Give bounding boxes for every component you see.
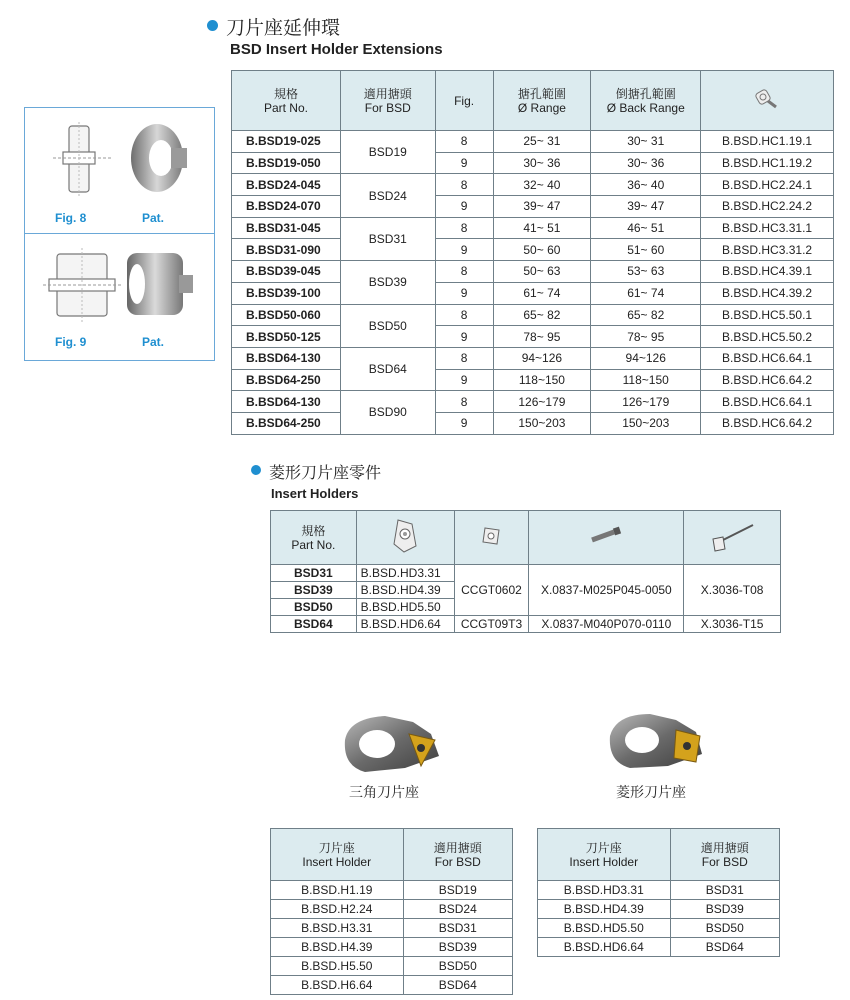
fig-cell: 8 bbox=[435, 391, 493, 413]
table-row bbox=[232, 174, 834, 196]
fig-cell: 8 bbox=[435, 347, 493, 369]
holder-cell: B.BSD.H5.50 bbox=[271, 957, 404, 976]
header-range: 搪孔範圍 Ø Range bbox=[493, 71, 591, 131]
section1-title-en: BSD Insert Holder Extensions bbox=[230, 41, 443, 58]
table-row bbox=[232, 347, 834, 369]
table-row bbox=[232, 412, 834, 434]
table-row bbox=[538, 919, 780, 938]
fig9-section-drawing bbox=[43, 246, 123, 326]
holder-cell: B.BSD.HD6.64 bbox=[538, 938, 671, 957]
t2-holder-bsd39: B.BSD.HD4.39 bbox=[356, 582, 454, 599]
fig-cell: 9 bbox=[435, 412, 493, 434]
for-bsd-cell: BSD19 bbox=[340, 131, 435, 174]
table-row bbox=[232, 282, 834, 304]
t3-header-holder: 刀片座 Insert Holder bbox=[271, 829, 404, 881]
t2-part-bsd64: BSD64 bbox=[271, 616, 357, 633]
triangular-holder-photo bbox=[335, 710, 450, 780]
back-range-cell: 39~ 47 bbox=[591, 196, 701, 218]
table-row bbox=[271, 938, 513, 957]
part-no-cell: B.BSD39-045 bbox=[232, 261, 341, 283]
t2-header-insert bbox=[454, 511, 529, 565]
figure-divider bbox=[25, 233, 214, 234]
fig9-pat-label: Pat. bbox=[142, 335, 165, 349]
back-range-cell: 30~ 36 bbox=[591, 152, 701, 174]
holder-cell: B.BSD.H2.24 bbox=[271, 900, 404, 919]
wrench-icon bbox=[707, 519, 757, 553]
screw-cell: B.BSD.HC2.24.2 bbox=[701, 196, 834, 218]
part-no-cell: B.BSD50-125 bbox=[232, 326, 341, 348]
part-no-cell: B.BSD24-045 bbox=[232, 174, 341, 196]
table-row bbox=[232, 304, 834, 326]
bsd-cell: BSD39 bbox=[403, 938, 513, 957]
t2-insert-b: CCGT09T3 bbox=[454, 616, 529, 633]
table-row bbox=[232, 152, 834, 174]
t2-holder-bsd64: B.BSD.HD6.64 bbox=[356, 616, 454, 633]
back-range-cell: 78~ 95 bbox=[591, 326, 701, 348]
table-row bbox=[271, 976, 513, 995]
range-cell: 50~ 60 bbox=[493, 239, 591, 261]
bullet-icon bbox=[207, 20, 218, 31]
back-range-cell: 53~ 63 bbox=[591, 261, 701, 283]
fig-cell: 9 bbox=[435, 239, 493, 261]
t2-key-b: X.3036-T15 bbox=[684, 616, 781, 633]
fig-cell: 8 bbox=[435, 304, 493, 326]
part-no-cell: B.BSD64-250 bbox=[232, 412, 341, 434]
fig8-section-drawing bbox=[53, 122, 113, 202]
table-row bbox=[538, 900, 780, 919]
t2-key-a: X.3036-T08 bbox=[684, 565, 781, 616]
holder-cell: B.BSD.H1.19 bbox=[271, 881, 404, 900]
t2-header-part-no: 規格 Part No. bbox=[271, 511, 357, 565]
triangular-holder-caption: 三角刀片座 bbox=[349, 784, 419, 800]
table-row bbox=[232, 261, 834, 283]
holder-cell: B.BSD.H3.31 bbox=[271, 919, 404, 938]
bsd-cell: BSD64 bbox=[403, 976, 513, 995]
fig8-pat-label: Pat. bbox=[142, 211, 165, 225]
t4-header-holder: 刀片座 Insert Holder bbox=[538, 829, 671, 881]
part-no-cell: B.BSD24-070 bbox=[232, 196, 341, 218]
screw-icon bbox=[754, 88, 780, 110]
screw-cell: B.BSD.HC1.19.1 bbox=[701, 131, 834, 153]
screw-cell: B.BSD.HC6.64.2 bbox=[701, 412, 834, 434]
holder-cell: B.BSD.HD5.50 bbox=[538, 919, 671, 938]
back-range-cell: 46~ 51 bbox=[591, 217, 701, 239]
t2-insert-a: CCGT0602 bbox=[454, 565, 529, 616]
section2-title-zh: 菱形刀片座零件 bbox=[269, 465, 382, 482]
bsd-cell: BSD31 bbox=[670, 881, 779, 900]
fig-cell: 8 bbox=[435, 261, 493, 283]
header-fig: Fig. bbox=[435, 71, 493, 131]
fig8-label: Fig. 8 bbox=[55, 211, 87, 225]
rhombic-holder-table bbox=[537, 828, 780, 957]
back-range-cell: 150~203 bbox=[591, 412, 701, 434]
screw-cell: B.BSD.HC6.64.1 bbox=[701, 391, 834, 413]
range-cell: 32~ 40 bbox=[493, 174, 591, 196]
bsd-cell: BSD39 bbox=[670, 900, 779, 919]
t2-header-holder bbox=[356, 511, 454, 565]
range-cell: 25~ 31 bbox=[493, 131, 591, 153]
back-range-cell: 36~ 40 bbox=[591, 174, 701, 196]
for-bsd-cell: BSD64 bbox=[340, 347, 435, 390]
t2-part-bsd50: BSD50 bbox=[271, 599, 357, 616]
part-no-cell: B.BSD31-090 bbox=[232, 239, 341, 261]
back-range-cell: 51~ 60 bbox=[591, 239, 701, 261]
screw-cell: B.BSD.HC6.64.2 bbox=[701, 369, 834, 391]
rhombic-holder-caption: 菱形刀片座 bbox=[616, 784, 686, 800]
screw-cell: B.BSD.HC4.39.2 bbox=[701, 282, 834, 304]
table-row bbox=[232, 131, 834, 153]
header-screw bbox=[701, 71, 834, 131]
screw-icon bbox=[588, 526, 624, 546]
screw-cell: B.BSD.HC3.31.1 bbox=[701, 217, 834, 239]
back-range-cell: 94~126 bbox=[591, 347, 701, 369]
table-row bbox=[271, 957, 513, 976]
range-cell: 118~150 bbox=[493, 369, 591, 391]
figure-panel bbox=[24, 107, 215, 361]
t2-holder-bsd31: B.BSD.HD3.31 bbox=[356, 565, 454, 582]
holder-cell: B.BSD.HD3.31 bbox=[538, 881, 671, 900]
bsd-cell: BSD64 bbox=[670, 938, 779, 957]
back-range-cell: 126~179 bbox=[591, 391, 701, 413]
triangular-holder-table bbox=[270, 828, 513, 995]
part-no-cell: B.BSD50-060 bbox=[232, 304, 341, 326]
part-no-cell: B.BSD19-025 bbox=[232, 131, 341, 153]
fig-cell: 9 bbox=[435, 196, 493, 218]
table-row bbox=[271, 900, 513, 919]
back-range-cell: 65~ 82 bbox=[591, 304, 701, 326]
header-for-bsd: 適用搪頭 For BSD bbox=[340, 71, 435, 131]
table-row bbox=[232, 217, 834, 239]
holder-cell: B.BSD.HD4.39 bbox=[538, 900, 671, 919]
bsd-cell: BSD50 bbox=[670, 919, 779, 938]
bsd-cell: BSD31 bbox=[403, 919, 513, 938]
bullet-icon bbox=[251, 465, 261, 475]
range-cell: 41~ 51 bbox=[493, 217, 591, 239]
table-row bbox=[232, 369, 834, 391]
fig9-label: Fig. 9 bbox=[55, 335, 87, 349]
insert-holder-parts-table bbox=[270, 510, 781, 633]
range-cell: 61~ 74 bbox=[493, 282, 591, 304]
section1-title-zh: 刀片座延伸環 bbox=[226, 18, 341, 39]
t2-header-screw bbox=[529, 511, 684, 565]
t2-holder-bsd50: B.BSD.HD5.50 bbox=[356, 599, 454, 616]
range-cell: 78~ 95 bbox=[493, 326, 591, 348]
holder-cell: B.BSD.H6.64 bbox=[271, 976, 404, 995]
table-row bbox=[232, 391, 834, 413]
range-cell: 126~179 bbox=[493, 391, 591, 413]
range-cell: 150~203 bbox=[493, 412, 591, 434]
screw-cell: B.BSD.HC5.50.2 bbox=[701, 326, 834, 348]
part-no-cell: B.BSD64-130 bbox=[232, 347, 341, 369]
table-row bbox=[538, 938, 780, 957]
range-cell: 39~ 47 bbox=[493, 196, 591, 218]
fig8-part-photo bbox=[127, 118, 197, 198]
rhombic-holder-photo bbox=[602, 708, 712, 778]
fig-cell: 9 bbox=[435, 152, 493, 174]
t2-header-key bbox=[684, 511, 781, 565]
section2-title-en: Insert Holders bbox=[271, 486, 359, 501]
fig-cell: 8 bbox=[435, 217, 493, 239]
t2-part-bsd39: BSD39 bbox=[271, 582, 357, 599]
bsd-cell: BSD19 bbox=[403, 881, 513, 900]
insert-holder-icon bbox=[390, 518, 420, 554]
table-row bbox=[232, 326, 834, 348]
for-bsd-cell: BSD24 bbox=[340, 174, 435, 217]
table-row bbox=[232, 196, 834, 218]
range-cell: 65~ 82 bbox=[493, 304, 591, 326]
range-cell: 50~ 63 bbox=[493, 261, 591, 283]
header-part-no: 規格 Part No. bbox=[232, 71, 341, 131]
t2-part-bsd31: BSD31 bbox=[271, 565, 357, 582]
table-row bbox=[271, 881, 513, 900]
screw-cell: B.BSD.HC4.39.1 bbox=[701, 261, 834, 283]
fig-cell: 9 bbox=[435, 282, 493, 304]
t2-screw-b: X.0837-M040P070-0110 bbox=[529, 616, 684, 633]
part-no-cell: B.BSD39-100 bbox=[232, 282, 341, 304]
t4-header-bsd: 適用搪頭 For BSD bbox=[670, 829, 779, 881]
part-no-cell: B.BSD31-045 bbox=[232, 217, 341, 239]
range-cell: 30~ 36 bbox=[493, 152, 591, 174]
range-cell: 94~126 bbox=[493, 347, 591, 369]
part-no-cell: B.BSD19-050 bbox=[232, 152, 341, 174]
fig-cell: 9 bbox=[435, 326, 493, 348]
extensions-table bbox=[231, 70, 834, 435]
fig-cell: 9 bbox=[435, 369, 493, 391]
bsd-cell: BSD50 bbox=[403, 957, 513, 976]
for-bsd-cell: BSD90 bbox=[340, 391, 435, 434]
for-bsd-cell: BSD39 bbox=[340, 261, 435, 304]
screw-cell: B.BSD.HC5.50.1 bbox=[701, 304, 834, 326]
fig-cell: 8 bbox=[435, 131, 493, 153]
for-bsd-cell: BSD31 bbox=[340, 217, 435, 260]
bsd-cell: BSD24 bbox=[403, 900, 513, 919]
t3-header-bsd: 適用搪頭 For BSD bbox=[403, 829, 513, 881]
screw-cell: B.BSD.HC1.19.2 bbox=[701, 152, 834, 174]
back-range-cell: 30~ 31 bbox=[591, 131, 701, 153]
table-row bbox=[538, 881, 780, 900]
part-no-cell: B.BSD64-250 bbox=[232, 369, 341, 391]
holder-cell: B.BSD.H4.39 bbox=[271, 938, 404, 957]
back-range-cell: 118~150 bbox=[591, 369, 701, 391]
screw-cell: B.BSD.HC2.24.1 bbox=[701, 174, 834, 196]
t2-screw-a: X.0837-M025P045-0050 bbox=[529, 565, 684, 616]
back-range-cell: 61~ 74 bbox=[591, 282, 701, 304]
header-back-range: 倒搪孔範圍 Ø Back Range bbox=[591, 71, 701, 131]
fig9-part-photo bbox=[123, 243, 203, 323]
part-no-cell: B.BSD64-130 bbox=[232, 391, 341, 413]
fig-cell: 8 bbox=[435, 174, 493, 196]
screw-cell: B.BSD.HC6.64.1 bbox=[701, 347, 834, 369]
insert-icon bbox=[480, 525, 502, 547]
table-row bbox=[271, 919, 513, 938]
for-bsd-cell: BSD50 bbox=[340, 304, 435, 347]
table-row bbox=[232, 239, 834, 261]
screw-cell: B.BSD.HC3.31.2 bbox=[701, 239, 834, 261]
